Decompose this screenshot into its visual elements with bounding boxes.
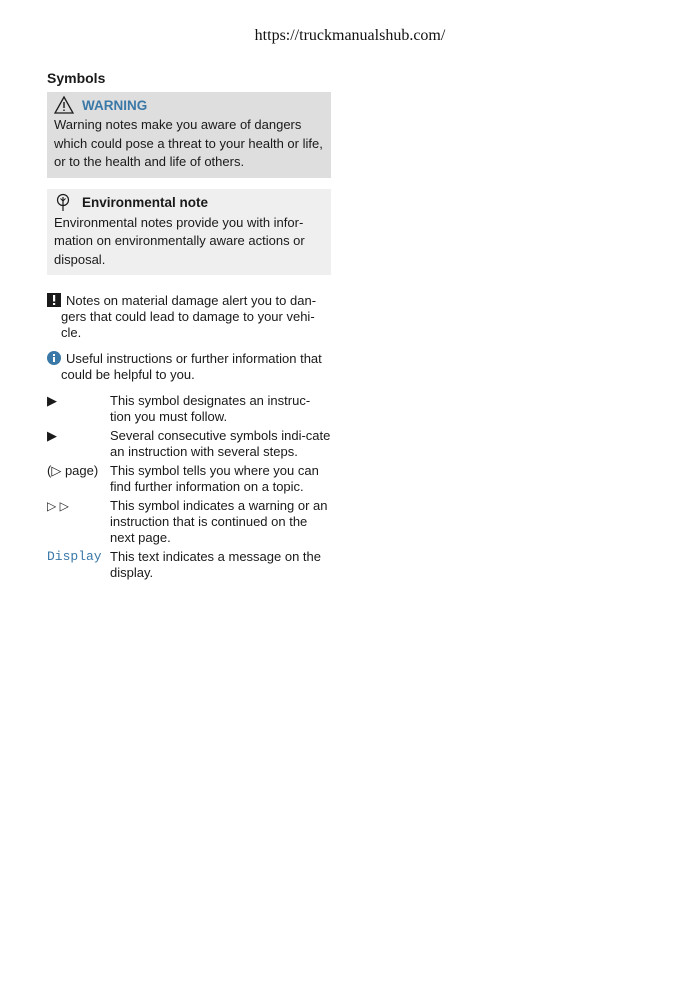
symbol-row-page-reference bbox=[47, 463, 331, 495]
environmental-title: Environmental note bbox=[82, 195, 209, 210]
info-icon bbox=[47, 351, 61, 365]
material-damage-text: Notes on material damage alert you to dan-gers that could lead to damage to your vehi-cle. bbox=[61, 293, 317, 340]
symbol-row-steps bbox=[47, 428, 331, 460]
warning-text: Warning notes make you aware of dangers which could pose a threat to your health or life, or to the health and life of others. bbox=[54, 117, 323, 169]
step-arrow-icon: ▶ bbox=[47, 428, 57, 443]
continued-triangles-icon: ▷ ▷ bbox=[47, 499, 69, 513]
section-title: Symbols bbox=[47, 70, 106, 86]
display-text-sample: Display bbox=[47, 549, 102, 564]
source-url[interactable]: https://truckmanualshub.com/ bbox=[254, 27, 446, 44]
environmental-header bbox=[54, 192, 324, 214]
symbol-description: This text indicates a message on the display. bbox=[110, 549, 322, 580]
warning-title: WARNING bbox=[82, 97, 148, 113]
environmental-text: Environmental notes provide you with infor-mation on environmentally aware actions or disposal. bbox=[54, 214, 305, 267]
environmental-box bbox=[47, 189, 331, 276]
symbol-description: This symbol designates an instruc-tion you must follow. bbox=[110, 393, 311, 424]
warning-triangle-icon bbox=[54, 95, 74, 115]
leaf-icon bbox=[54, 193, 74, 213]
material-damage-note bbox=[47, 293, 331, 341]
info-note bbox=[47, 351, 331, 383]
symbol-description: Several consecutive symbols indi-cate an instruction with several steps. bbox=[110, 428, 331, 459]
symbols-column bbox=[47, 70, 331, 584]
symbol-description: This symbol indicates a warning or an instruction that is continued on the next page. bbox=[110, 498, 328, 545]
info-text: Useful instructions or further information that could be helpful to you. bbox=[61, 351, 322, 382]
exclamation-icon bbox=[47, 293, 61, 307]
symbol-description: This symbol tells you where you can find further information on a topic. bbox=[110, 463, 319, 494]
symbol-row-instruction bbox=[47, 393, 331, 425]
page-reference-symbol: (▷ page) bbox=[47, 463, 99, 478]
warning-header bbox=[54, 94, 324, 116]
symbol-row-display bbox=[47, 549, 331, 581]
symbol-row-continued bbox=[47, 498, 331, 546]
instruction-arrow-icon: ▶ bbox=[47, 393, 57, 408]
warning-box bbox=[47, 92, 331, 178]
